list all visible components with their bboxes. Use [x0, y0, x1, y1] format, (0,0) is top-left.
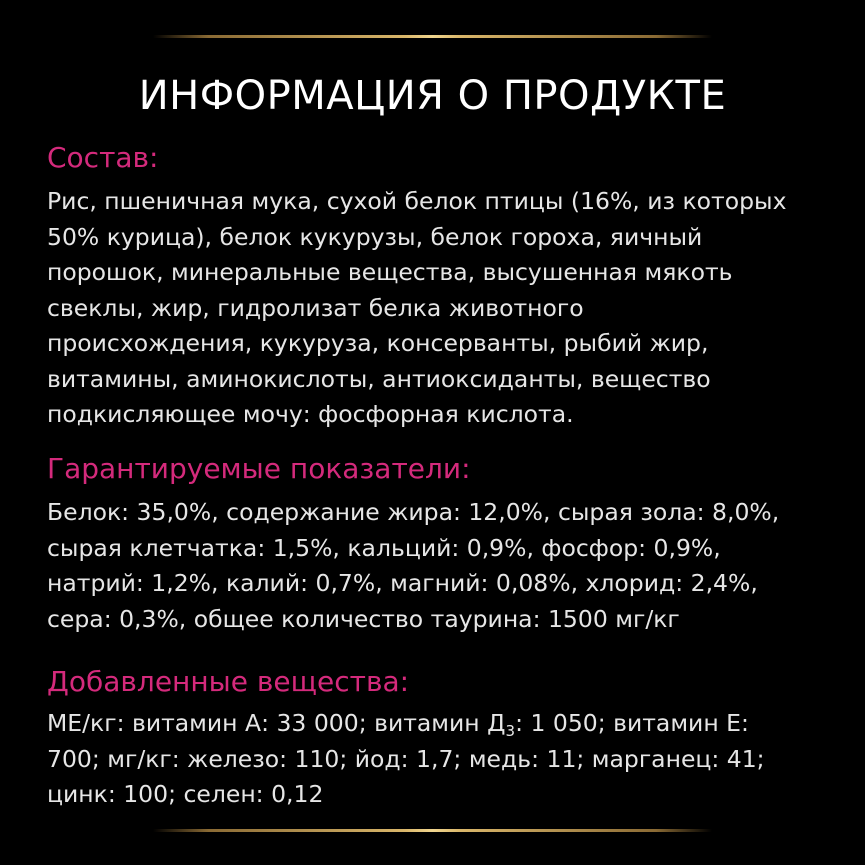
composition-text [47, 184, 837, 433]
top-gold-divider [153, 35, 712, 38]
composition-heading: Состав: [47, 141, 159, 174]
guaranteed-values-text [47, 495, 837, 637]
page-title: ИНФОРМАЦИЯ О ПРОДУКТЕ [138, 73, 727, 119]
guaranteed-values-line: сера: 0,3%, общее количество таурина: 1500 мг/кг [47, 604, 680, 633]
bottom-gold-divider [153, 829, 712, 832]
additives-line: 700; мг/кг: железо: 110; йод: 1,7; медь: 11; марганец: 41; [47, 744, 765, 773]
composition-line: происхождения, кукуруза, консерванты, рыбий жир, [47, 329, 709, 357]
vitamin-d-subscript: 3 [505, 722, 516, 740]
additives-line-part: МЕ/кг: витамин А: 33 000; витамин Д [47, 709, 506, 737]
guaranteed-values-section [47, 451, 837, 637]
composition-line: Рис, пшеничная мука, сухой белок птицы (16%, из которых [47, 187, 787, 215]
additives-line [47, 706, 837, 742]
additives-section [47, 664, 837, 813]
additives-heading: Добавленные вещества: [47, 665, 410, 698]
additives-line-part: : 1 050; витамин Е: [515, 709, 749, 737]
additives-text [47, 706, 837, 813]
guaranteed-values-line: сырая клетчатка: 1,5%, кальций: 0,9%, фосфор: 0,9%, [47, 533, 721, 562]
additives-line: цинк: 100; селен: 0,12 [47, 780, 324, 808]
composition-line: витамины, аминокислоты, антиоксиданты, вещество [47, 364, 711, 393]
composition-line: свеклы, жир, гидролизат белка животного [47, 293, 584, 322]
composition-section [47, 140, 837, 433]
guaranteed-values-heading: Гарантируемые показатели: [47, 452, 471, 485]
guaranteed-values-line: Белок: 35,0%, содержание жира: 12,0%, сырая зола: 8,0%, [47, 498, 780, 526]
composition-line: 50% курица), белок кукурузы, белок гороха, яичный [47, 222, 703, 251]
guaranteed-values-line: натрий: 1,2%, калий: 0,7%, магний: 0,08%, хлорид: 2,4%, [47, 569, 758, 597]
composition-line: порошок, минеральные вещества, высушенная мякоть [47, 258, 733, 286]
composition-line: подкисляющее мочу: фосфорная кислота. [47, 400, 574, 428]
